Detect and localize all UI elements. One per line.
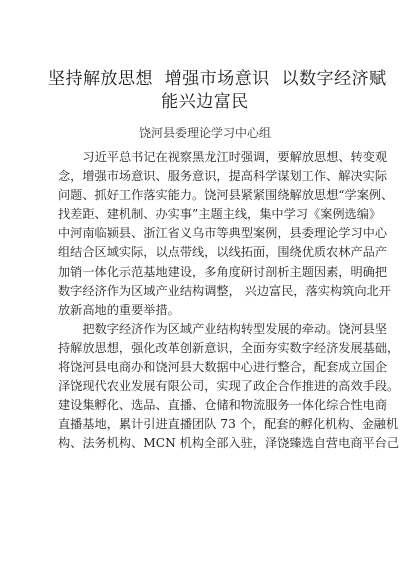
text-line: 习近平总书记在视察黑龙江时强调，要解放思想、转变观 [82, 150, 388, 164]
text-line: 放新高地的重要举措。 [58, 302, 180, 317]
text-line: 中河南临颍县、浙江省义乌市等典型案例，县委理论学习中心 [58, 226, 388, 241]
text-line: 组结合区域实际，以点带线，以线拓面，围绕优质农林产品产 [58, 245, 388, 260]
text-line: 问题、抓好工作落实能力。饶河县紧紧围绕解放思想“学案例、 [58, 188, 394, 203]
text-line: 泽饶现代农业发展有限公司，实现了政企合作推进的高效手段。 [58, 379, 400, 394]
text-line: 念，增强市场意识、服务意识，提高科学谋划工作、解决实际 [58, 169, 388, 184]
text-line: 找差距、建机制、办实事”主题主线，集中学习《案例选编》 [58, 207, 382, 222]
body-paragraph [58, 320, 400, 454]
text-line: 持解放思想，强化改革创新意识，全面夯实数字经济发展基础， [58, 340, 400, 355]
title-line: 能兴边富民 [161, 92, 249, 112]
text-line: 直播基地，累计引进直播团队 73 个，配套的孵化机构、金融机 [58, 417, 399, 432]
text-line: 将饶河县电商办和饶河县大数据中心进行整合，配套成立国企 [58, 360, 388, 375]
text-line: 加销一体化示范基地建设，多角度研讨剖析主题因素，明确把 [58, 264, 388, 279]
text-line: 数字经济作为区域产业结构调整， 兴边富民，落实构筑向北开 [58, 283, 391, 298]
document-byline: 饶河县委理论学习中心组 [138, 126, 271, 140]
text-line: 构、法务机构、MCN 机构全部入驻，泽饶臻选自营电商平台己 [58, 436, 400, 451]
body-paragraph [58, 148, 394, 320]
document-title [48, 68, 387, 114]
text-line: 把数字经济作为区域产业结构转型发展的牵动。饶河县坚 [82, 321, 388, 336]
title-line: 坚持解放思想 增强市场意识 以数字经济赋 [48, 69, 387, 89]
document-body [58, 148, 400, 454]
text-line: 建设集孵化、选品、直播、仓储和物流服务一体化综合性电商 [58, 398, 388, 413]
